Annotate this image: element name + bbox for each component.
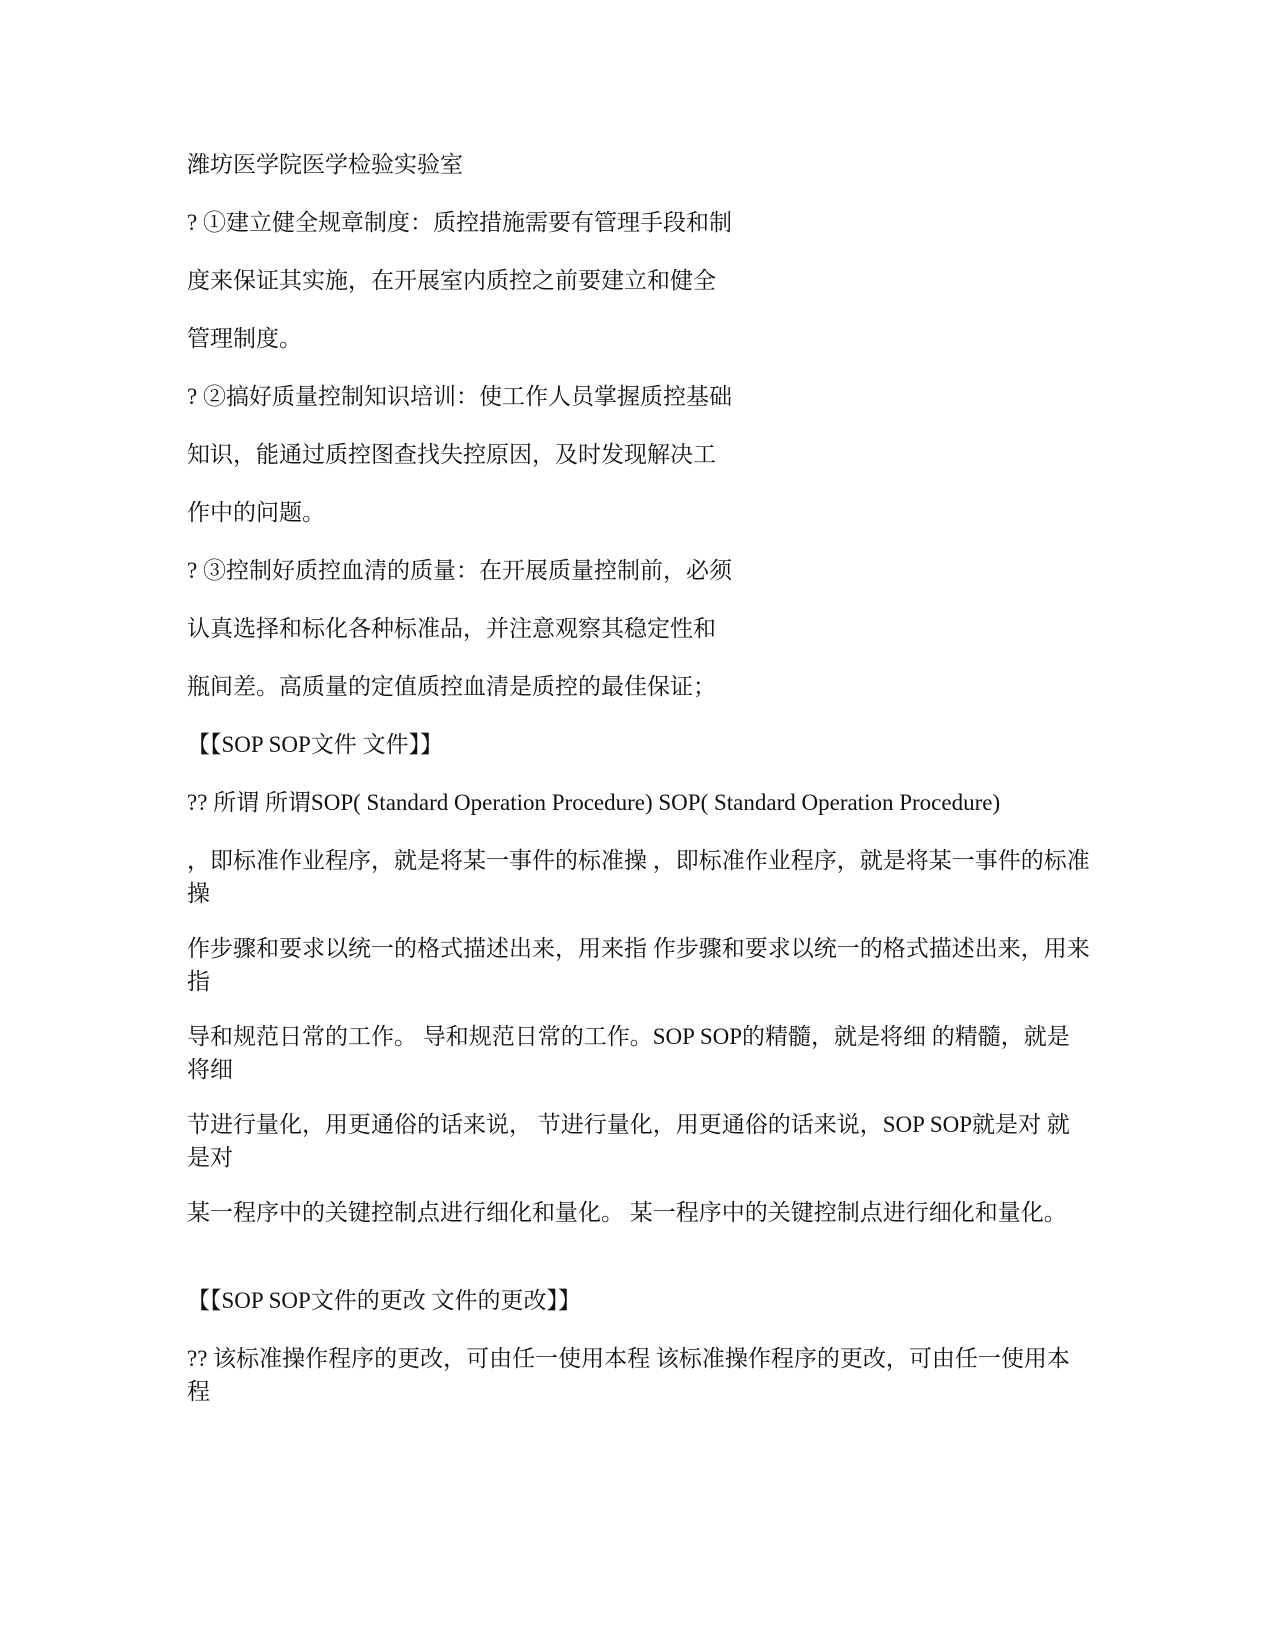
paragraph-line: ?? 所谓 所谓SOP( Standard Operation Procedure) SOP( Standard Operation Procedure) xyxy=(187,790,1001,815)
document-heading: 潍坊医学院医学检验实验室 xyxy=(187,152,463,177)
paragraph-line: 认真选择和标化各种标准品，并注意观察其稳定性和 xyxy=(187,616,716,641)
paragraph-line: 节进行量化，用更通俗的话来说， 节进行量化，用更通俗的话来说，SOP SOP就是对 就是对 xyxy=(187,1112,1070,1170)
paragraph-line: ?? 该标准操作程序的更改，可由任一使用本程 该标准操作程序的更改，可由任一使用本程 xyxy=(187,1346,1070,1404)
paragraph-line: ? ①建立健全规章制度：质控措施需要有管理手段和制 xyxy=(187,210,732,235)
paragraph-line: ，即标准作业程序，就是将某一事件的标准操 ，即标准作业程序，就是将某一事件的标准操 xyxy=(187,848,1090,906)
paragraph-line: ? ②搞好质量控制知识培训：使工作人员掌握质控基础 xyxy=(187,384,732,409)
paragraph-line: 知识，能通过质控图查找失控原因，及时发现解决工 xyxy=(187,442,716,467)
paragraph-line: 作步骤和要求以统一的格式描述出来，用来指 作步骤和要求以统一的格式描述出来，用来指 xyxy=(187,936,1090,994)
paragraph-line: 导和规范日常的工作。 导和规范日常的工作。SOP SOP的精髓，就是将细 的精髓，就是将细 xyxy=(187,1024,1070,1082)
paragraph-line: 作中的问题。 xyxy=(187,500,325,525)
section-heading-sop: 【【SOP SOP文件 文件】】 xyxy=(187,732,444,757)
paragraph-line: 度来保证其实施，在开展室内质控之前要建立和健全 xyxy=(187,268,716,293)
section-heading-sop-changes: 【【SOP SOP文件的更改 文件的更改】】 xyxy=(187,1288,582,1313)
paragraph-line: ? ③控制好质控血清的质量：在开展质量控制前，必须 xyxy=(187,558,732,583)
paragraph-line: 瓶间差。高质量的定值质控血清是质控的最佳保证； xyxy=(187,674,716,699)
paragraph-line: 管理制度。 xyxy=(187,326,302,351)
paragraph-line: 某一程序中的关键控制点进行细化和量化。 某一程序中的关键控制点进行细化和量化。 xyxy=(187,1200,1067,1225)
